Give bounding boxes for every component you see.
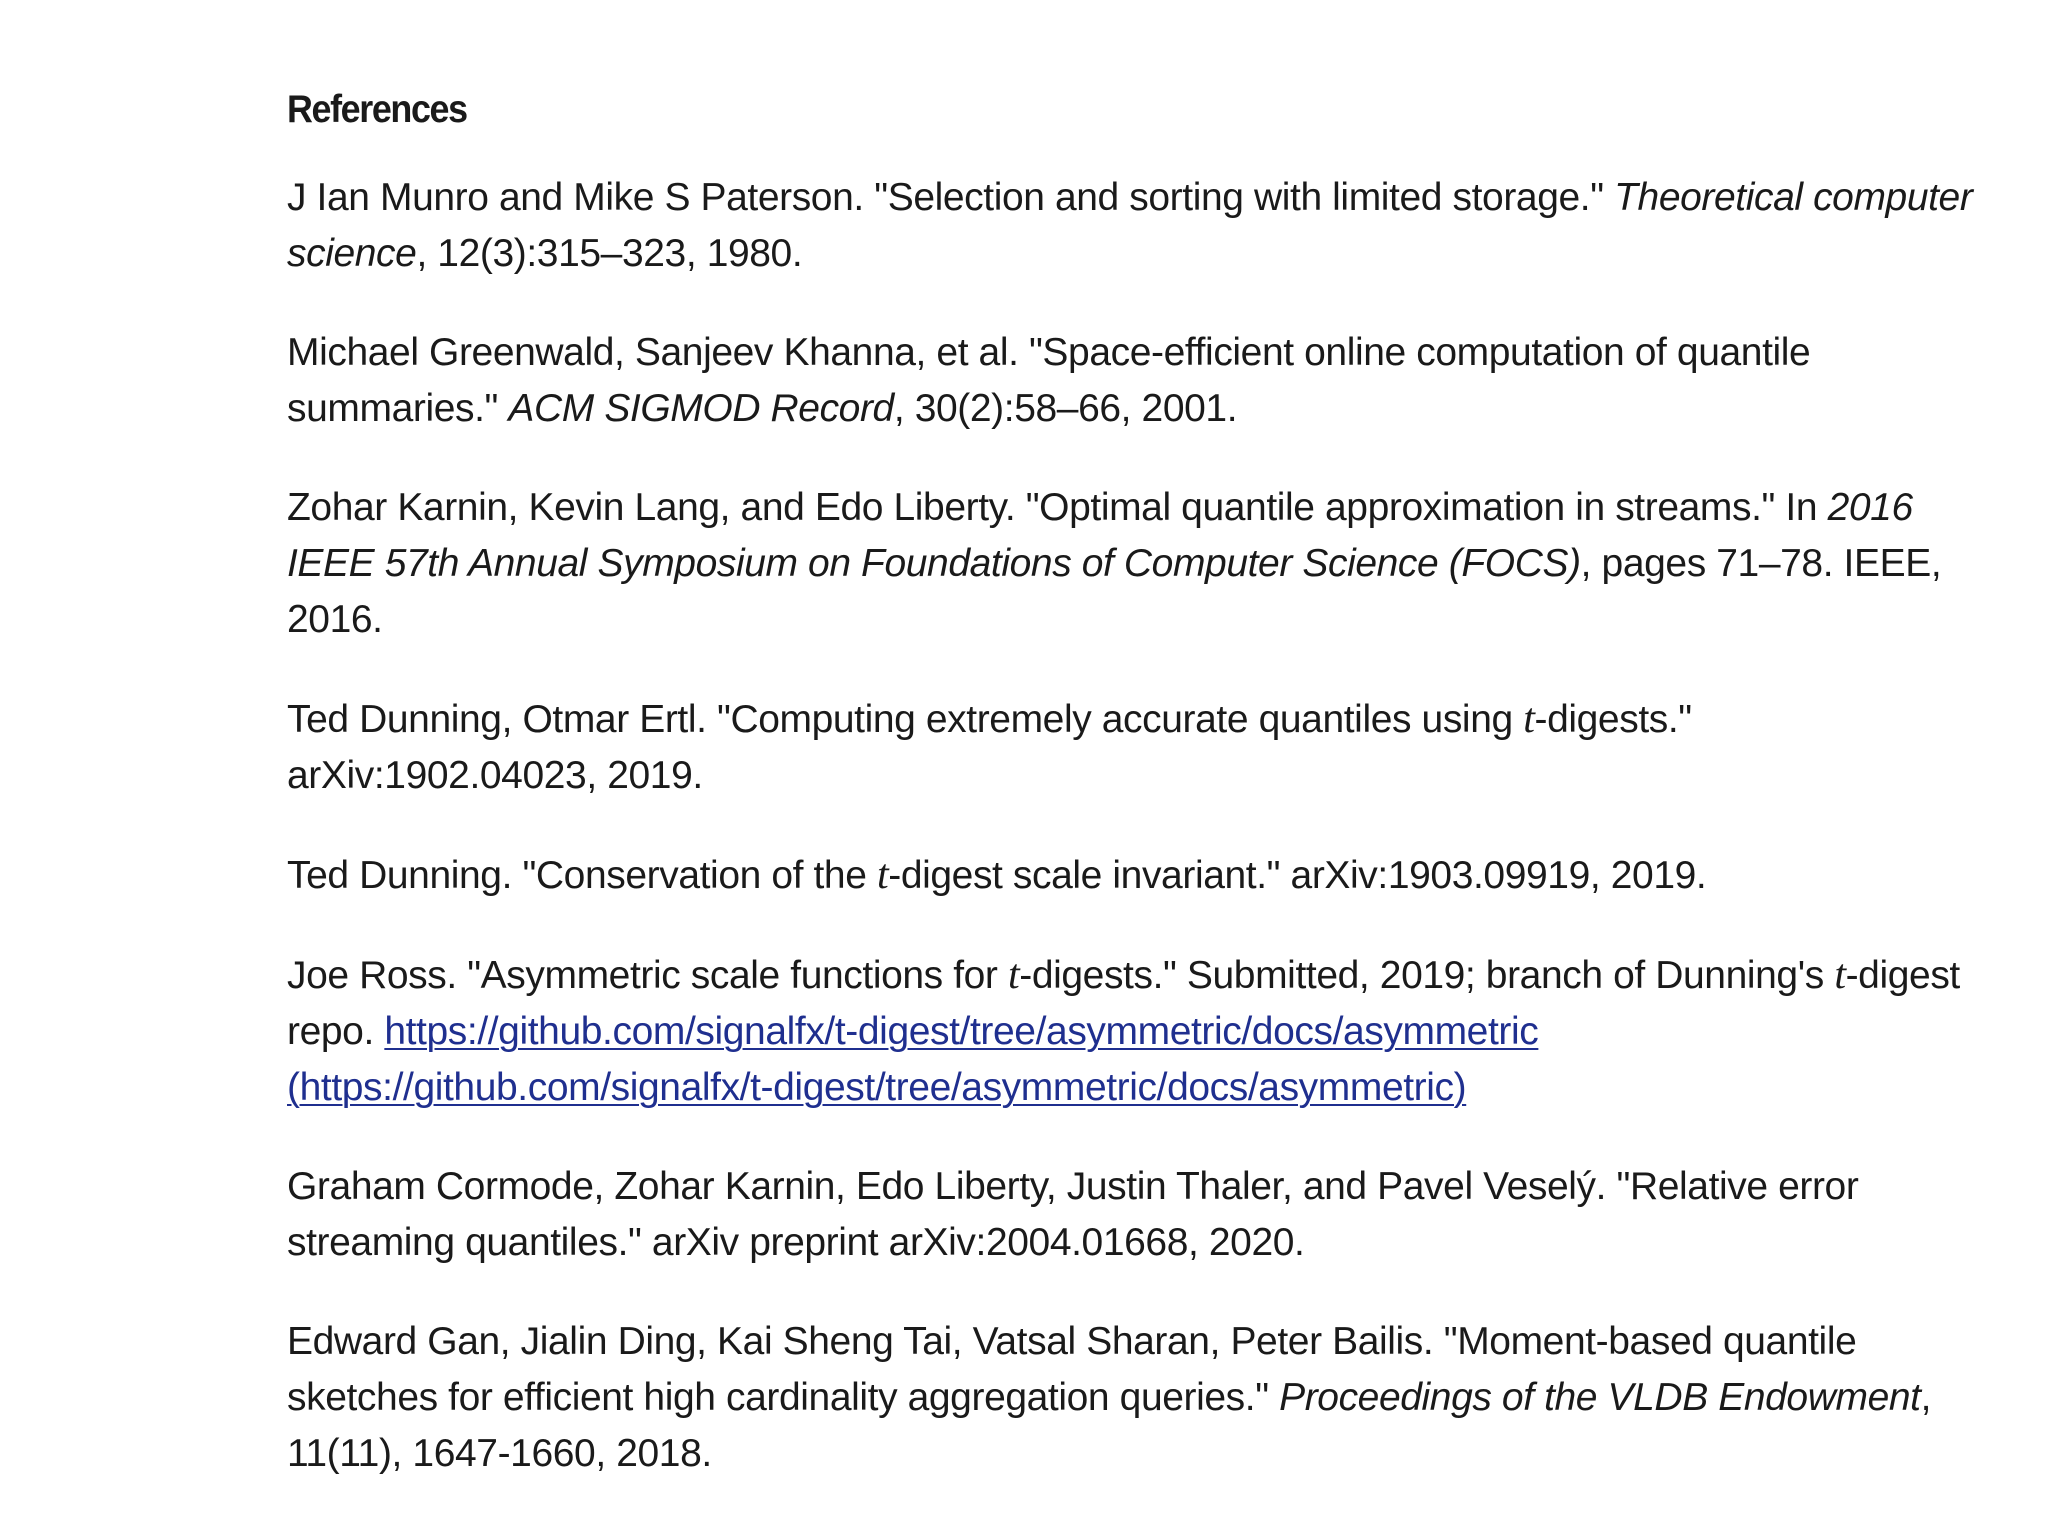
reference-item-1 — [287, 170, 2007, 282]
reference-venue: 2016 IEEE 57th Annual Symposium on Foundations of Computer Science (FOCS) — [287, 486, 1913, 585]
reference-item-2 — [287, 325, 2007, 437]
reference-item-5 — [287, 847, 2007, 904]
reference-item-3 — [287, 480, 2007, 648]
references-heading: References — [287, 88, 467, 131]
math-variable-t: t — [1834, 952, 1846, 998]
reference-item-6 — [287, 947, 2007, 1116]
reference-text: Ted Dunning, Otmar Ertl. "Computing extremely accurate quantiles using — [287, 698, 1524, 741]
repo-link[interactable]: https://github.com/signalfx/t-digest/tree/asymmetric/docs/asymmetric (https://github.com/signalfx/t-digest/tree/asymmetric/docs/asymmetric) — [287, 1010, 1539, 1109]
reference-tail: , 12(3):315–323, 1980. — [416, 232, 803, 275]
math-variable-t: t — [1523, 696, 1535, 742]
reference-venue: Proceedings of the VLDB Endowment — [1279, 1376, 1921, 1419]
reference-tail: -digest repo. — [287, 954, 1960, 1053]
reference-tail: -digests." arXiv:1902.04023, 2019. — [287, 698, 1692, 797]
math-variable-t: t — [876, 852, 889, 898]
reference-item-7: Graham Cormode, Zohar Karnin, Edo Liberty, Justin Thaler, and Pavel Veselý. "Relative error streaming quantiles." arXiv preprint arXiv:2004.01668, 2020. — [287, 1165, 1859, 1264]
reference-text: Michael Greenwald, Sanjeev Khanna, et al. "Space-efficient online computation of quantile summaries." — [287, 331, 1811, 430]
reference-tail: -digest scale invariant." arXiv:1903.09919, 2019. — [888, 854, 1707, 897]
reference-text: J Ian Munro and Mike S Paterson. "Selection and sorting with limited storage." — [287, 176, 1615, 219]
reference-tail: , 11(11), 1647-1660, 2018. — [287, 1376, 1932, 1475]
references-section — [287, 80, 2007, 1525]
reference-text: Ted Dunning. "Conservation of the — [287, 854, 877, 897]
reference-tail: , 30(2):58–66, 2001. — [893, 387, 1238, 430]
reference-item-8 — [287, 1314, 2007, 1482]
reference-text: Zohar Karnin, Kevin Lang, and Edo Liberty. "Optimal quantile approximation in streams." In — [287, 486, 1828, 529]
math-variable-t: t — [1007, 952, 1020, 998]
reference-venue: Theoretical computer science — [287, 176, 1973, 275]
reference-text: Edward Gan, Jialin Ding, Kai Sheng Tai, Vatsal Sharan, Peter Bailis. "Moment-based quantile sketches for efficient high cardinality aggregation queries." — [287, 1320, 1857, 1419]
reference-text: Joe Ross. "Asymmetric scale functions for — [287, 954, 1008, 997]
reference-tail: , pages 71–78. IEEE, 2016. — [287, 542, 1942, 641]
reference-venue: ACM SIGMOD Record — [508, 387, 894, 430]
reference-text-middle: -digests." Submitted, 2019; branch of Dunning's — [1019, 954, 1835, 997]
reference-item-4 — [287, 691, 2007, 804]
